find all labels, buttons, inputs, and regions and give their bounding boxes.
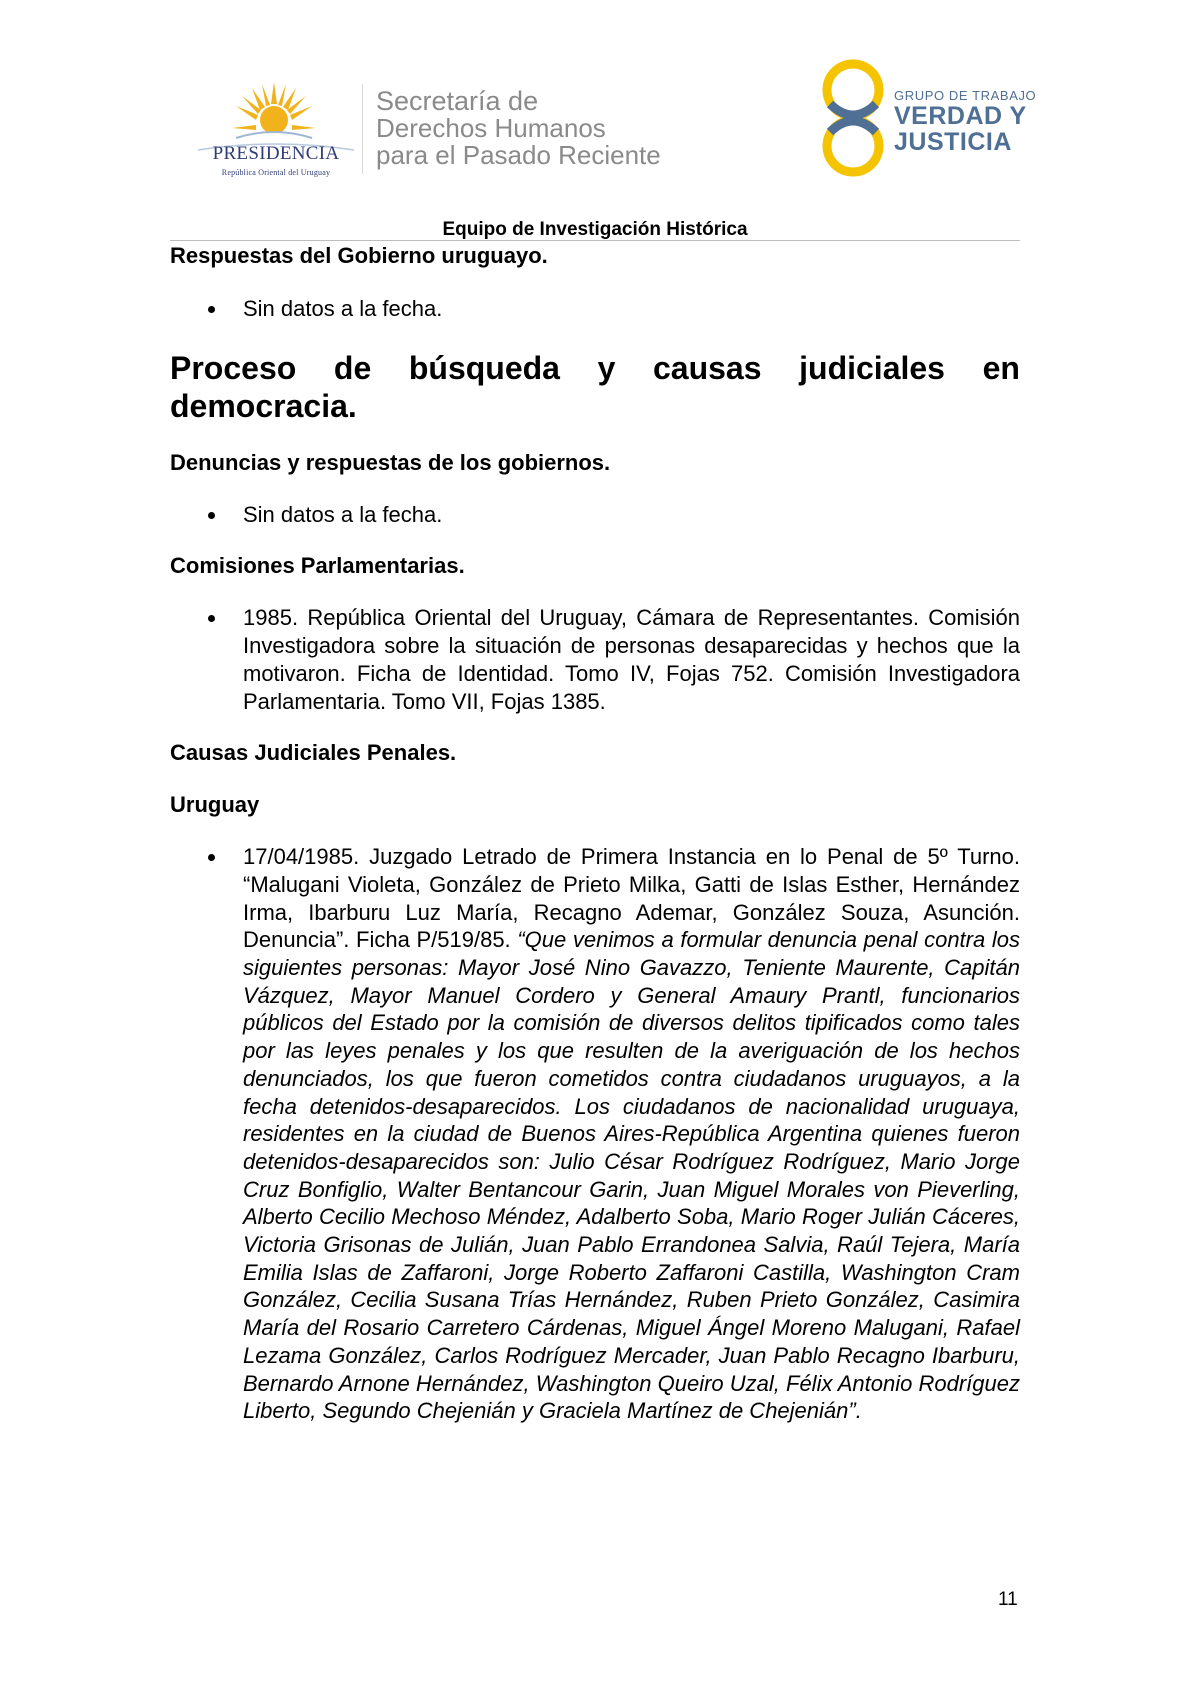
gtvj-logo: [818, 54, 1037, 184]
list-denuncias: [170, 501, 1020, 529]
header-rule: [170, 240, 1020, 241]
bullet-icon: [208, 306, 215, 313]
list-item-text: 17/04/1985. Juzgado Letrado de Primera Instancia en lo Penal de 5º Turno. “Malugani Violeta, González de Prieto Milka, Gatti de Islas Esther, Hernández Irma, Ibarburu Luz María, Recagno Ademar, González Souza, Asunción. Denuncia”. Ficha P/519/85.: [243, 844, 1020, 953]
heading-word: y: [597, 349, 616, 386]
secretaria-line-2: Derechos Humanos: [376, 113, 606, 143]
secretaria-logo: [376, 88, 661, 169]
gtvj-small-text: GRUPO DE TRABAJO: [894, 88, 1037, 103]
heading-word: búsqueda: [408, 349, 560, 386]
gtvj-line-1: VERDAD Y: [894, 102, 1027, 130]
secretaria-line-1: Secretaría de: [376, 86, 539, 116]
list-respuestas: [170, 295, 1020, 323]
heading-proceso-busqueda: [170, 349, 1020, 425]
list-comisiones: [170, 604, 1020, 715]
list-item: [170, 295, 1020, 323]
list-item: [170, 604, 1020, 715]
heading-word: Proceso: [170, 349, 297, 386]
bullet-icon: [208, 854, 215, 861]
page-number: 11: [998, 1589, 1018, 1610]
heading-respuestas-gobierno: Respuestas del Gobierno uruguayo.: [170, 243, 548, 268]
presidencia-name: PRESIDENCIA: [212, 143, 340, 164]
list-item-quote: “Que venimos a formular denuncia penal contra los siguientes personas: Mayor José Nino Gavazzo, Teniente Maurente, Capitán Vázquez, Mayor Manuel Cordero y General Amaury Prantl, funcionarios públicos del Estado por la comisión de diversos delitos tipificados como tales por las leyes penales y los que resulten de la averiguación de los hechos denunciados, los que fueron cometidos contra ciudadanos uruguayos, a la fecha detenidos-desaparecidos. Los ciudadanos de nacionalidad uruguaya, residentes en la ciudad de Buenos Aires-República Argentina quienes fueron detenidos-desaparecidos son: Julio César Rodríguez Rodríguez, Mario Jorge Cruz Bonfiglio, Walter Bentancour Garin, Juan Miguel Morales von Pieverling, Alberto Cecilio Mechoso Méndez, Adalberto Soba, Mario Roger Julián Cáceres, Victoria Grisonas de Julián, Juan Pablo Errandonea Salvia, Raúl Tejera, María Emilia Islas de Zaffaroni, Jorge Roberto Zaffaroni Castilla, Washington Cram González, Cecilia Susana Trías Hernández, Ruben Prieto González, Casimira María del Rosario Carretero Cárdenas, Miguel Ángel Moreno Malugani, Rafael Lezama González, Carlos Rodríguez Mercader, Juan Pablo Recagno Ibarburu, Bernardo Arnone Hernández, Washington Queiro Uzal, Félix Antonio Rodríguez Liberto, Segundo Chejenián y Graciela Martínez de Chejenián”.: [243, 927, 1021, 1424]
heading-line-1: [170, 349, 1020, 387]
heading-word: de: [333, 349, 372, 386]
list-item-text: 1985. República Oriental del Uruguay, Cámara de Representantes. Comisión Investigadora sobre la situación de personas desaparecidas y hechos que la motivaron. Ficha de Identidad. Tomo IV, Fojas 752. Comisión Investigadora Parlamentaria. Tomo VII, Fojas 1385.: [243, 605, 1020, 714]
list-item-text: Sin datos a la fecha.: [243, 296, 443, 321]
heading-comisiones: Comisiones Parlamentarias.: [170, 553, 465, 579]
bullet-icon: [208, 512, 215, 519]
heading-uruguay: Uruguay: [170, 792, 260, 818]
presidencia-subtitle: República Oriental del Uruguay: [221, 168, 331, 177]
heading-word: judiciales: [799, 349, 945, 386]
bullet-icon: [208, 615, 215, 622]
document-body: [170, 242, 1020, 1425]
secretaria-line-3: para el Pasado Reciente: [376, 140, 661, 170]
running-head: Equipo de Investigación Histórica: [442, 219, 748, 240]
gtvj-emblem-icon: [818, 54, 888, 184]
header-divider: [362, 84, 363, 174]
heading-causas-penales: Causas Judiciales Penales.: [170, 740, 457, 766]
presidencia-logo: [196, 80, 356, 180]
list-item: [170, 501, 1020, 529]
sun-icon: [232, 80, 316, 144]
gtvj-line-2: JUSTICIA: [894, 128, 1012, 156]
heading-word: causas: [652, 349, 762, 386]
list-item: [170, 843, 1020, 1425]
heading-denuncias: Denuncias y respuestas de los gobiernos.: [170, 449, 611, 475]
heading-word: en: [982, 349, 1020, 386]
list-causas-uruguay: [170, 843, 1020, 1425]
list-item-text: Sin datos a la fecha.: [243, 501, 443, 527]
heading-line-2: democracia.: [170, 387, 357, 424]
